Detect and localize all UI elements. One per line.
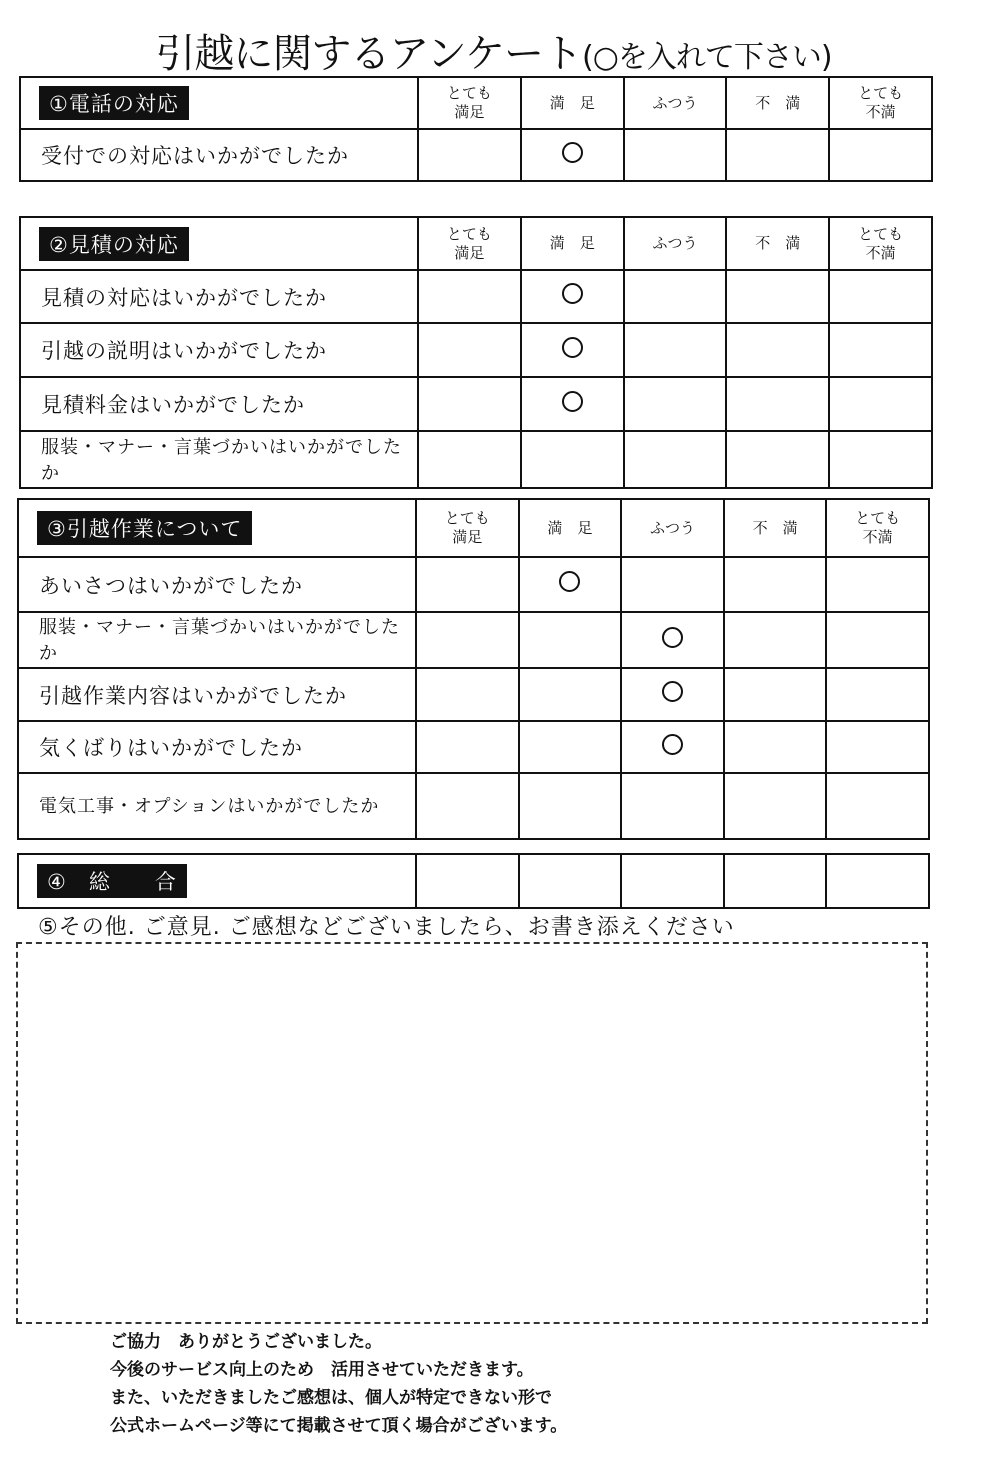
col-satisfied: 満 足 bbox=[519, 499, 622, 557]
section-estimate bbox=[19, 216, 933, 489]
table-row bbox=[20, 270, 932, 323]
answer-cell[interactable] bbox=[621, 854, 724, 908]
answer-cell[interactable] bbox=[826, 557, 929, 612]
col-very-dissatisfied: とても 不満 bbox=[829, 217, 932, 270]
section-overall bbox=[17, 853, 930, 909]
answer-cell[interactable] bbox=[826, 721, 929, 773]
section-header bbox=[18, 499, 416, 557]
question: 見積の対応はいかがでしたか bbox=[20, 270, 418, 323]
answer-cell[interactable] bbox=[726, 270, 829, 323]
question: 服装・マナー・言葉づかいはいかがでしたか bbox=[20, 431, 418, 488]
answer-cell[interactable] bbox=[621, 773, 724, 839]
col-very-satisfied: とても 満足 bbox=[418, 77, 521, 129]
col-satisfied: 満 足 bbox=[521, 77, 624, 129]
answer-cell[interactable] bbox=[416, 557, 519, 612]
section-label: ③引越作業について bbox=[37, 511, 252, 545]
thanks-line: また、いただきましたご感想は、個人が特定できない形で bbox=[110, 1388, 552, 1408]
table-row bbox=[20, 323, 932, 377]
selected-mark-icon bbox=[562, 142, 583, 163]
answer-cell[interactable] bbox=[416, 773, 519, 839]
section-header bbox=[20, 77, 418, 129]
col-very-satisfied: とても 満足 bbox=[418, 217, 521, 270]
col-satisfied: 満 足 bbox=[521, 217, 624, 270]
section-moving-work bbox=[17, 498, 930, 840]
question: 受付での対応はいかがでしたか bbox=[20, 129, 418, 181]
selected-mark-icon bbox=[562, 337, 583, 358]
selected-mark-icon bbox=[559, 571, 580, 592]
thanks-line: 今後のサービス向上のため 活用させていただきます。 bbox=[110, 1360, 534, 1380]
other-comments-label: ⑤その他. ご意見. ご感想などございましたら、お書き添えください bbox=[38, 915, 735, 940]
answer-cell[interactable] bbox=[418, 129, 521, 181]
table-row bbox=[18, 557, 929, 612]
answer-cell[interactable] bbox=[418, 377, 521, 431]
answer-cell[interactable] bbox=[624, 323, 727, 377]
title-main: 引越に関するアンケート bbox=[155, 31, 582, 77]
answer-cell[interactable] bbox=[519, 557, 622, 612]
answer-cell[interactable] bbox=[521, 129, 624, 181]
answer-cell[interactable] bbox=[519, 721, 622, 773]
answer-cell[interactable] bbox=[829, 431, 932, 488]
question: 電気工事・オプションはいかがでしたか bbox=[18, 773, 416, 839]
answer-cell[interactable] bbox=[621, 557, 724, 612]
question: 服装・マナー・言葉づかいはいかがでしたか bbox=[18, 612, 416, 668]
table-row bbox=[20, 129, 932, 181]
question: 見積料金はいかがでしたか bbox=[20, 377, 418, 431]
thanks-line: 公式ホームページ等にて掲載させて頂く場合がございます。 bbox=[110, 1416, 568, 1436]
answer-cell[interactable] bbox=[521, 377, 624, 431]
title-instruction: (○を入れて下さい) bbox=[582, 40, 832, 75]
section-label: ④ 総 合 bbox=[37, 864, 187, 898]
answer-cell[interactable] bbox=[826, 612, 929, 668]
col-dissatisfied: 不 満 bbox=[726, 77, 829, 129]
answer-cell[interactable] bbox=[724, 773, 827, 839]
answer-cell[interactable] bbox=[519, 668, 622, 721]
answer-cell[interactable] bbox=[624, 431, 727, 488]
answer-cell[interactable] bbox=[416, 854, 519, 908]
answer-cell[interactable] bbox=[416, 721, 519, 773]
section-header bbox=[18, 854, 416, 908]
question: 引越作業内容はいかがでしたか bbox=[18, 668, 416, 721]
answer-cell[interactable] bbox=[726, 129, 829, 181]
answer-cell[interactable] bbox=[416, 668, 519, 721]
table-row bbox=[18, 773, 929, 839]
answer-cell[interactable] bbox=[726, 377, 829, 431]
col-very-dissatisfied: とても 不満 bbox=[829, 77, 932, 129]
table-row bbox=[20, 431, 932, 488]
col-dissatisfied: 不 満 bbox=[726, 217, 829, 270]
answer-cell[interactable] bbox=[621, 668, 724, 721]
table-row bbox=[18, 854, 929, 908]
answer-cell[interactable] bbox=[826, 854, 929, 908]
answer-cell[interactable] bbox=[826, 773, 929, 839]
page-title bbox=[0, 22, 987, 79]
col-very-dissatisfied: とても 不満 bbox=[826, 499, 929, 557]
answer-cell[interactable] bbox=[519, 773, 622, 839]
section-header bbox=[20, 217, 418, 270]
answer-cell[interactable] bbox=[724, 668, 827, 721]
answer-cell[interactable] bbox=[521, 431, 624, 488]
answer-cell[interactable] bbox=[829, 129, 932, 181]
col-very-satisfied: とても 満足 bbox=[416, 499, 519, 557]
answer-cell[interactable] bbox=[621, 721, 724, 773]
selected-mark-icon bbox=[662, 627, 683, 648]
answer-cell[interactable] bbox=[726, 431, 829, 488]
answer-cell[interactable] bbox=[724, 721, 827, 773]
answer-cell[interactable] bbox=[521, 270, 624, 323]
table-row bbox=[20, 377, 932, 431]
answer-cell[interactable] bbox=[826, 668, 929, 721]
selected-mark-icon bbox=[562, 283, 583, 304]
selected-mark-icon bbox=[662, 681, 683, 702]
answer-cell[interactable] bbox=[724, 612, 827, 668]
question: あいさつはいかがでしたか bbox=[18, 557, 416, 612]
answer-cell[interactable] bbox=[418, 431, 521, 488]
question: 気くばりはいかがでしたか bbox=[18, 721, 416, 773]
answer-cell[interactable] bbox=[519, 854, 622, 908]
thanks-line: ご協力 ありがとうございました。 bbox=[110, 1332, 382, 1352]
section-phone bbox=[19, 76, 933, 182]
answer-cell[interactable] bbox=[829, 270, 932, 323]
selected-mark-icon bbox=[562, 391, 583, 412]
question: 引越の説明はいかがでしたか bbox=[20, 323, 418, 377]
answer-cell[interactable] bbox=[416, 612, 519, 668]
answer-cell[interactable] bbox=[418, 270, 521, 323]
col-neutral: ふつう bbox=[621, 499, 724, 557]
table-row bbox=[18, 612, 929, 668]
thanks-message bbox=[110, 1328, 567, 1440]
col-neutral: ふつう bbox=[624, 217, 727, 270]
comment-textarea[interactable] bbox=[16, 942, 928, 1324]
answer-cell[interactable] bbox=[624, 377, 727, 431]
selected-mark-icon bbox=[662, 734, 683, 755]
answer-cell[interactable] bbox=[521, 323, 624, 377]
answer-cell[interactable] bbox=[418, 323, 521, 377]
answer-cell[interactable] bbox=[624, 129, 727, 181]
answer-cell[interactable] bbox=[519, 612, 622, 668]
answer-cell[interactable] bbox=[726, 323, 829, 377]
answer-cell[interactable] bbox=[724, 854, 827, 908]
answer-cell[interactable] bbox=[624, 270, 727, 323]
answer-cell[interactable] bbox=[621, 612, 724, 668]
answer-cell[interactable] bbox=[829, 377, 932, 431]
table-row bbox=[18, 668, 929, 721]
answer-cell[interactable] bbox=[829, 323, 932, 377]
answer-cell[interactable] bbox=[724, 557, 827, 612]
table-row bbox=[18, 721, 929, 773]
col-dissatisfied: 不 満 bbox=[724, 499, 827, 557]
section-label: ①電話の対応 bbox=[39, 86, 189, 120]
col-neutral: ふつう bbox=[624, 77, 727, 129]
section-label: ②見積の対応 bbox=[39, 227, 189, 261]
